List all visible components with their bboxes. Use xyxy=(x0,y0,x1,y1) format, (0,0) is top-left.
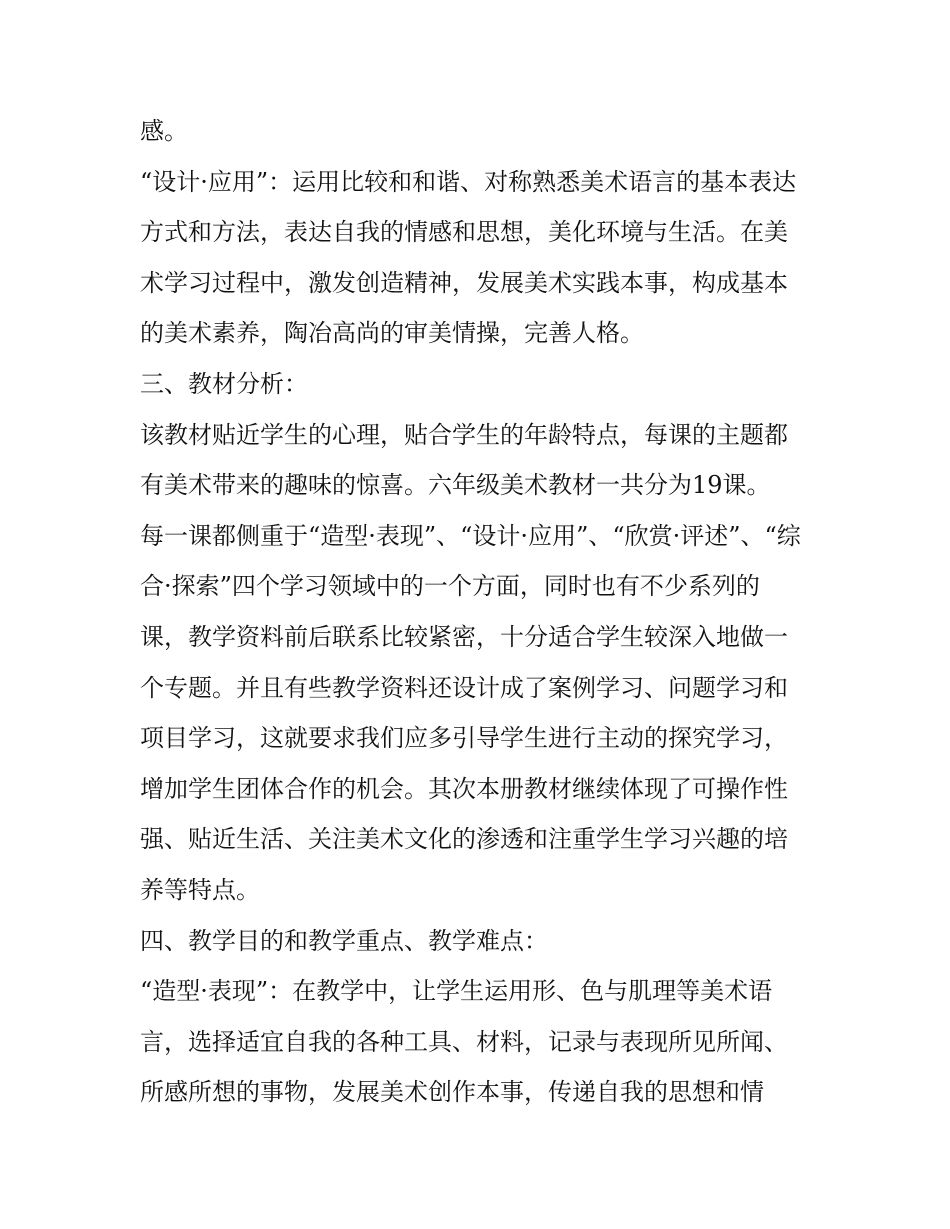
text-line: 项目学习，这就要求我们应多引导学生进行主动的探究学习， xyxy=(140,724,788,753)
text-line: 增加学生团体合作的机会。其次本册教材继续体现了可操作性 xyxy=(140,774,788,803)
text-line: 术学习过程中，激发创造精神，发展美术实践本事，构成基本 xyxy=(140,268,788,297)
text-line: 强、贴近生活、关注美术文化的渗透和注重学生学习兴趣的培 xyxy=(140,825,788,854)
text-line: 课，教学资料前后联系比较紧密，十分适合学生较深入地做一 xyxy=(140,622,788,651)
section-heading: 四、教学目的和教学重点、教学难点： xyxy=(140,926,548,955)
text-line: “设计·应用”：运用比较和和谐、对称熟悉美术语言的基本表达 xyxy=(140,167,797,196)
text-line: 该教材贴近学生的心理，贴合学生的年龄特点，每课的主题都 xyxy=(140,420,788,449)
document-body xyxy=(140,106,820,1118)
text-line: 每一课都侧重于“造型·表现”、“设计·应用”、“欣赏·评述”、“综 xyxy=(140,521,801,550)
text-line: 的美术素养，陶冶高尚的审美情操，完善人格。 xyxy=(140,319,644,348)
text-line: 合·探索”四个学习领域中的一个方面，同时也有不少系列的 xyxy=(140,572,760,601)
text-line: 养等特点。 xyxy=(140,875,260,904)
text-line: 所感所想的事物，发展美术创作本事，传递自我的思想和情 xyxy=(140,1078,764,1107)
text-line: “造型·表现”：在教学中，让学生运用形、色与肌理等美术语 xyxy=(140,977,773,1006)
text-line: 有美术带来的趣味的惊喜。六年级美术教材一共分为19课。 xyxy=(140,471,771,500)
text-line: 感。 xyxy=(140,117,188,145)
section-heading: 三、教材分析： xyxy=(140,369,308,398)
text-line: 言，选择适宜自我的各种工具、材料，记录与表现所见所闻、 xyxy=(140,1027,788,1056)
text-line: 方式和方法，表达自我的情感和思想，美化环境与生活。在美 xyxy=(140,218,788,247)
text-line: 个专题。并且有些教学资料还设计成了案例学习、问题学习和 xyxy=(140,673,788,702)
